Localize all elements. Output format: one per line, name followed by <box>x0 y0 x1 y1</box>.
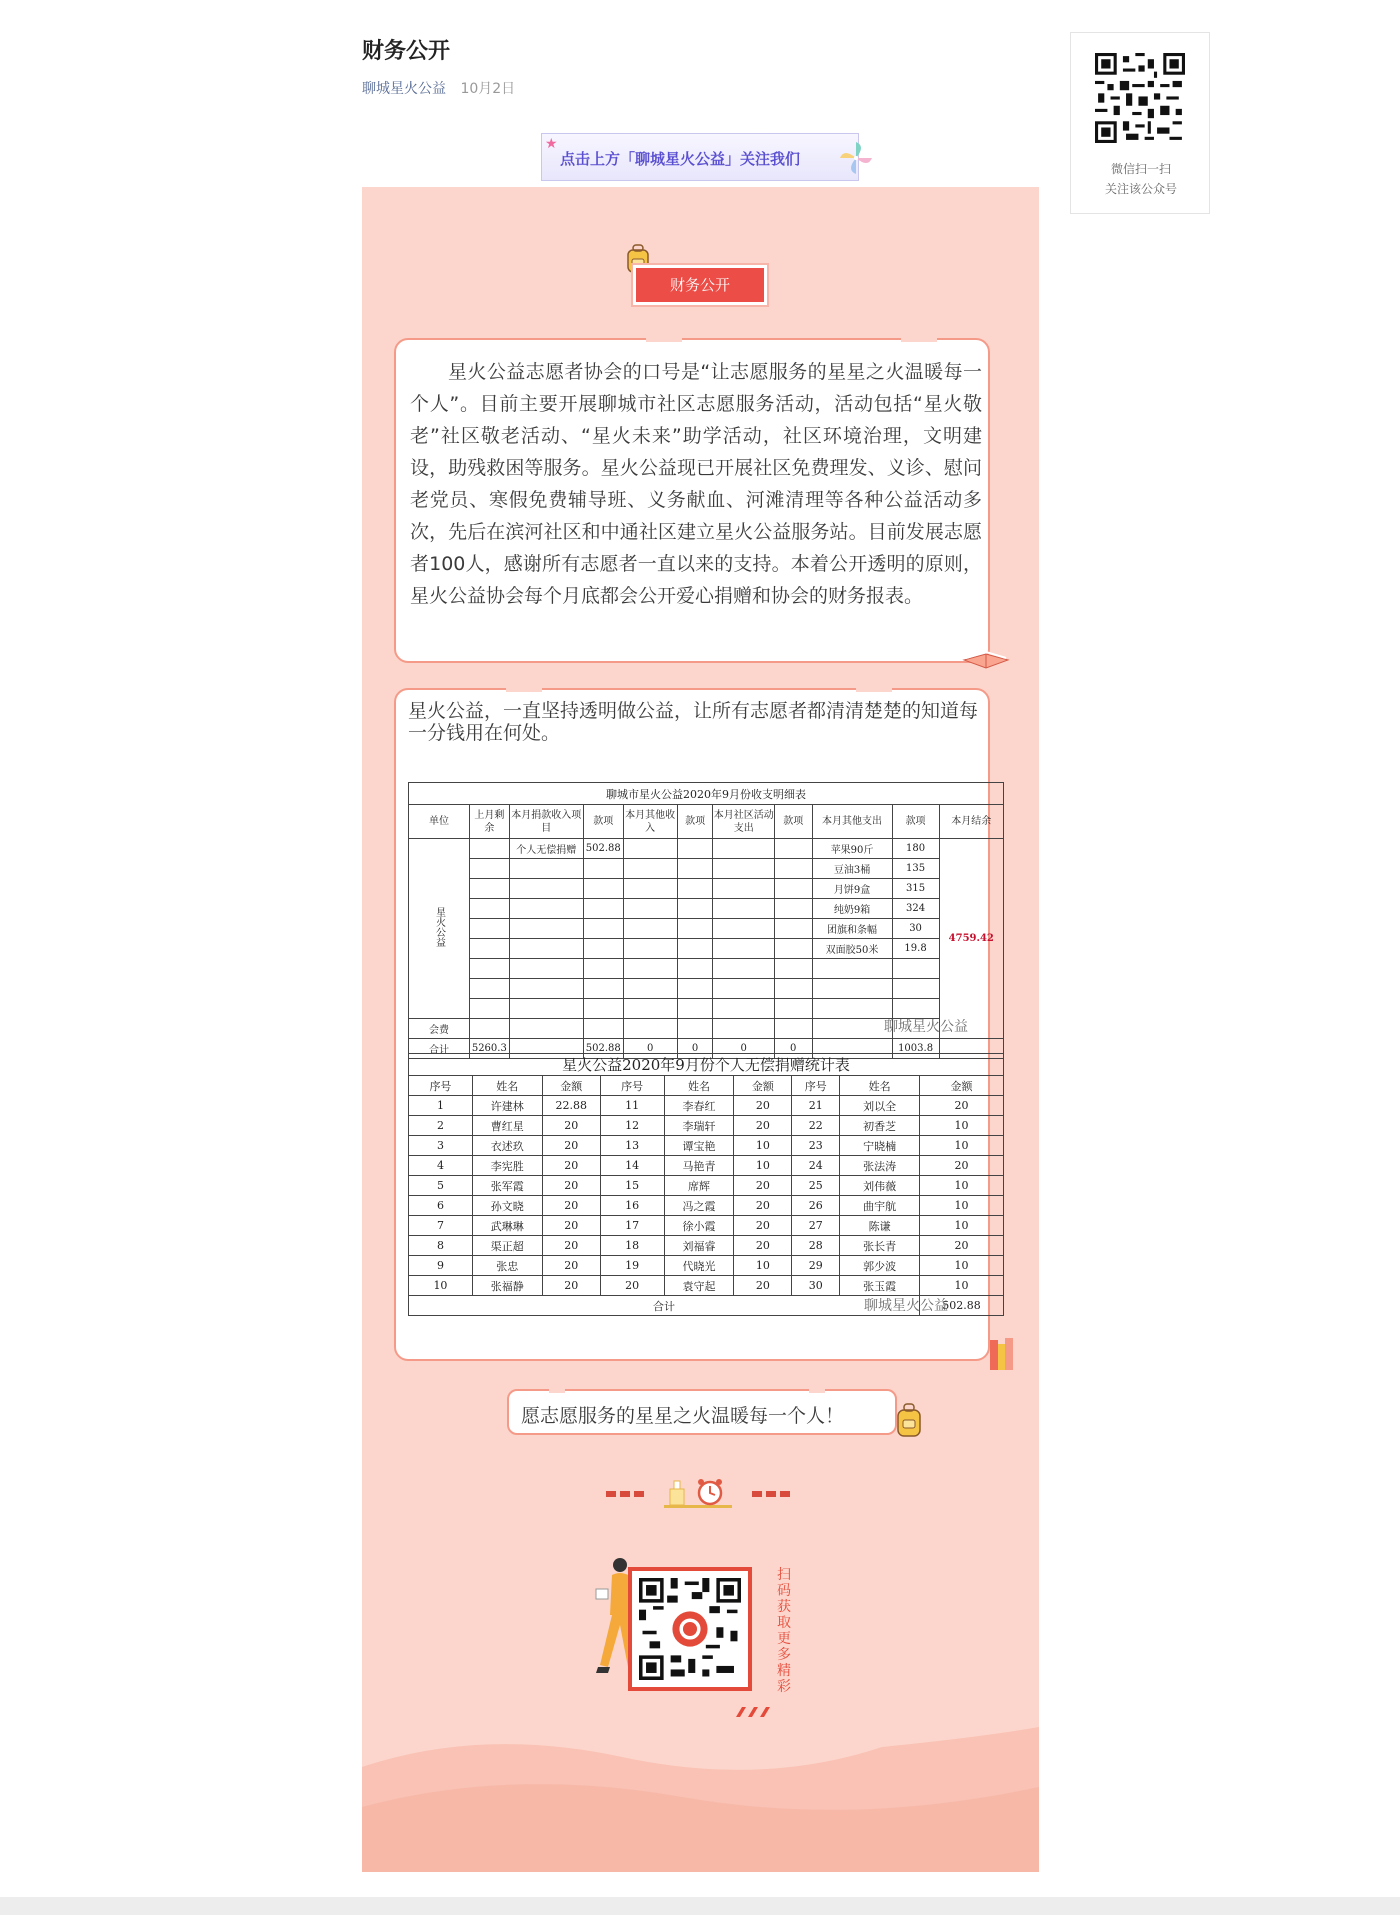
table-cell: 10 <box>920 1116 1004 1136</box>
table-cell: 郭少波 <box>840 1256 920 1276</box>
table-row <box>409 1216 1004 1236</box>
total-label: 合计 <box>409 1039 470 1059</box>
alarm-clock-icon <box>662 1475 742 1509</box>
total-cell: 1003.8 <box>892 1039 939 1059</box>
table-cell: 张忠 <box>472 1256 542 1276</box>
table-cell: 1 <box>409 1096 473 1116</box>
table-cell: 20 <box>542 1256 600 1276</box>
total-label: 合计 <box>409 1296 920 1316</box>
table-cell: 5 <box>409 1176 473 1196</box>
table-header-cell: 本月结余 <box>939 805 1003 839</box>
table-row <box>409 879 1004 899</box>
expense-item: 月饼9盒 <box>812 879 892 899</box>
table-cell: 20 <box>542 1216 600 1236</box>
expense-item: 团旗和条幅 <box>812 919 892 939</box>
table-cell: 23 <box>792 1136 840 1156</box>
table-row <box>409 1136 1004 1156</box>
expense-item: 苹果90斤 <box>812 839 892 859</box>
table-cell: 10 <box>920 1176 1004 1196</box>
table-cell: 10 <box>734 1256 792 1276</box>
table-cell: 张军霞 <box>472 1176 542 1196</box>
table-header-cell: 款项 <box>892 805 939 839</box>
table-header-cell: 单位 <box>409 805 470 839</box>
table-header-cell: 款项 <box>774 805 812 839</box>
qr-caption-line2: 关注该公众号 <box>1104 182 1177 196</box>
table-header-cell: 金额 <box>920 1076 1004 1096</box>
table-cell: 许建林 <box>472 1096 542 1116</box>
table-cell: 10 <box>734 1136 792 1156</box>
intro-paragraph: 星火公益志愿者协会的口号是“让志愿服务的星星之火温暖每一个人”。目前主要开展聊城市社区志愿服务活动，活动包括“星火敬老”社区敬老活动、“星火未来”助学活动，社区环境治理，文明建设，助残救困等服务。星火公益现已开展社区免费理发、义诊、慰问老党员、寒假免费辅导班、义务献血、河滩清理等各种公益活动多次，先后在滨河社区和中通社区建立星火公益服务站。目前发展志愿者100人，感谢所有志愿者一直以来的支持。本着公开透明的原则，星火公益协会每个月底都会公开爱心捐赠和协会的财务报表。 <box>410 361 982 607</box>
table-cell: 初香芝 <box>840 1116 920 1136</box>
table-cell: 10 <box>920 1136 1004 1156</box>
table-row <box>409 899 1004 919</box>
expense-amount: 19.8 <box>892 939 939 959</box>
table-cell: 20 <box>920 1236 1004 1256</box>
expense-amount: 135 <box>892 859 939 879</box>
table-cell: 15 <box>600 1176 664 1196</box>
total-cell: 502.88 <box>583 1039 623 1059</box>
slogan-box <box>507 1389 897 1435</box>
table-header-cell: 姓名 <box>664 1076 734 1096</box>
table-cell: 渠正超 <box>472 1236 542 1256</box>
table-cell: 曹红星 <box>472 1116 542 1136</box>
total-cell: 0 <box>623 1039 677 1059</box>
table-cell: 谭宝艳 <box>664 1136 734 1156</box>
total-cell: 0 <box>713 1039 774 1059</box>
intro-card <box>394 338 990 663</box>
balance-cell: 4759.42 <box>939 839 1003 1039</box>
table-header-cell: 本月捐款收入项目 <box>509 805 583 839</box>
expense-item: 豆油3桶 <box>812 859 892 879</box>
total-cell: 5260.3 <box>470 1039 510 1059</box>
donation-table-header <box>409 1076 1004 1096</box>
table-cell: 10 <box>920 1196 1004 1216</box>
table-cell: 刘伟薇 <box>840 1176 920 1196</box>
table-header-cell: 姓名 <box>840 1076 920 1096</box>
table-cell: 20 <box>920 1156 1004 1176</box>
table-cell: 20 <box>734 1116 792 1136</box>
section-badge <box>633 265 767 305</box>
table-cell: 冯之霞 <box>664 1196 734 1216</box>
scan-for-more-text: 扫码获取更多精彩 <box>777 1567 791 1695</box>
table-cell: 马艳青 <box>664 1156 734 1176</box>
table-cell: 20 <box>734 1236 792 1256</box>
table-cell: 4 <box>409 1156 473 1176</box>
table-cell: 12 <box>600 1116 664 1136</box>
expense-amount: 180 <box>892 839 939 859</box>
table-cell: 衣述玖 <box>472 1136 542 1156</box>
transparency-text: 星火公益，一直坚持透明做公益，让所有志愿者都清清楚楚的知道每一分钱用在何处。 <box>408 700 979 744</box>
table-cell: 22 <box>792 1116 840 1136</box>
table-cell: 宁晓楠 <box>840 1136 920 1156</box>
table-cell: 16 <box>600 1196 664 1216</box>
table-row <box>409 959 1004 979</box>
table-header-cell: 序号 <box>600 1076 664 1096</box>
table-cell: 8 <box>409 1236 473 1256</box>
table-cell: 李宪胜 <box>472 1156 542 1176</box>
publish-date: 10月2日 <box>460 81 516 97</box>
table-row <box>409 919 1004 939</box>
table-row <box>409 1096 1004 1116</box>
author-link[interactable]: 聊城星火公益 <box>362 81 446 97</box>
footer-qr-frame <box>628 1567 752 1691</box>
finance-card <box>394 688 994 1361</box>
article-title: 财务公开 <box>362 39 451 64</box>
table-cell: 张玉霞 <box>840 1276 920 1296</box>
table-row <box>409 1156 1004 1176</box>
decorative-wave <box>362 1727 1039 1872</box>
table-row <box>409 839 1004 859</box>
table-cell: 徐小霞 <box>664 1216 734 1236</box>
table-cell: 20 <box>734 1276 792 1296</box>
table-cell: 20 <box>542 1116 600 1136</box>
table-cell: 10 <box>920 1276 1004 1296</box>
qr-caption-line1: 微信扫一扫 <box>1110 162 1171 176</box>
table-cell: 29 <box>792 1256 840 1276</box>
table-cell: 李瑞轩 <box>664 1116 734 1136</box>
table-header-cell: 款项 <box>677 805 713 839</box>
table-cell: 张长青 <box>840 1236 920 1256</box>
table-row <box>409 1176 1004 1196</box>
table-header-cell: 本月其他支出 <box>812 805 892 839</box>
table-header-cell: 序号 <box>792 1076 840 1096</box>
finance-table-header <box>409 805 1004 839</box>
table-cell: 席辉 <box>664 1176 734 1196</box>
total-cell: 0 <box>774 1039 812 1059</box>
table-header-cell: 上月剩余 <box>470 805 510 839</box>
table-cell: 20 <box>920 1096 1004 1116</box>
income-amount: 502.88 <box>583 839 623 859</box>
page-bottom-bar <box>0 1897 1400 1915</box>
table-cell: 李春红 <box>664 1096 734 1116</box>
table-cell: 10 <box>920 1256 1004 1276</box>
expense-item: 双面胶50米 <box>812 939 892 959</box>
follow-banner-text: 点击上方「聊城星火公益」关注我们 <box>560 150 801 168</box>
table-cell: 18 <box>600 1236 664 1256</box>
account-qr-code <box>1095 53 1185 143</box>
section-badge-label: 财务公开 <box>669 276 730 294</box>
table-header-cell: 本月其他收入 <box>623 805 677 839</box>
table-cell: 30 <box>792 1276 840 1296</box>
table-cell: 14 <box>600 1156 664 1176</box>
table-cell: 19 <box>600 1256 664 1276</box>
table-cell: 2 <box>409 1116 473 1136</box>
table-cell: 20 <box>542 1156 600 1176</box>
total-cell: 0 <box>677 1039 713 1059</box>
table-cell: 代晓光 <box>664 1256 734 1276</box>
table-row <box>409 979 1004 999</box>
table-row <box>409 1276 1004 1296</box>
pinwheel-icon <box>838 140 874 176</box>
table-cell: 6 <box>409 1196 473 1216</box>
table-header-cell: 款项 <box>583 805 623 839</box>
table-cell: 20 <box>734 1176 792 1196</box>
expense-amount: 324 <box>892 899 939 919</box>
table-row <box>409 1236 1004 1256</box>
table-row <box>409 939 1004 959</box>
table-cell: 9 <box>409 1256 473 1276</box>
table-cell: 20 <box>542 1176 600 1196</box>
table-cell: 24 <box>792 1156 840 1176</box>
table-row <box>409 859 1004 879</box>
table-row <box>409 1196 1004 1216</box>
finance-table-caption: 聊城市星火公益2020年9月份收支明细表 <box>409 783 1004 805</box>
total-amount: 502.88 <box>920 1296 1004 1316</box>
donation-table <box>408 1053 1004 1316</box>
table-cell: 13 <box>600 1136 664 1156</box>
table-cell: 20 <box>734 1216 792 1236</box>
decorative-stripes <box>732 1707 772 1717</box>
table-cell: 20 <box>542 1276 600 1296</box>
fee-label: 会费 <box>409 1019 470 1039</box>
table-cell: 25 <box>792 1176 840 1196</box>
table-cell: 17 <box>600 1216 664 1236</box>
books-icon <box>986 1336 1016 1372</box>
table-cell: 张法涛 <box>840 1156 920 1176</box>
table-cell: 22.88 <box>542 1096 600 1116</box>
table-cell: 20 <box>542 1196 600 1216</box>
article-body <box>362 187 1039 1872</box>
table-cell: 刘福睿 <box>664 1236 734 1256</box>
table-cell: 武琳琳 <box>472 1216 542 1236</box>
table-cell: 陈谦 <box>840 1216 920 1236</box>
table-cell: 10 <box>409 1276 473 1296</box>
follow-qr-card <box>1070 32 1210 214</box>
table-cell: 曲宇航 <box>840 1196 920 1216</box>
table-cell: 26 <box>792 1196 840 1216</box>
donation-table-caption: 星火公益2020年9月份个人无偿捐赠统计表 <box>409 1054 1004 1076</box>
table-cell: 20 <box>734 1096 792 1116</box>
expense-item: 纯奶9箱 <box>812 899 892 919</box>
table-row <box>409 1256 1004 1276</box>
table-cell: 27 <box>792 1216 840 1236</box>
follow-banner[interactable] <box>541 133 859 181</box>
unit-cell: 星火公益 <box>409 839 470 1019</box>
slogan-text: 愿志愿服务的星星之火温暖每一个人！ <box>521 1405 845 1427</box>
expense-amount: 30 <box>892 919 939 939</box>
expense-amount: 315 <box>892 879 939 899</box>
table-cell: 21 <box>792 1096 840 1116</box>
footer-qr-code <box>639 1578 741 1680</box>
table-cell: 11 <box>600 1096 664 1116</box>
table-cell: 10 <box>920 1216 1004 1236</box>
table-header-cell: 金额 <box>542 1076 600 1096</box>
table-cell: 20 <box>734 1196 792 1216</box>
table-cell: 袁守起 <box>664 1276 734 1296</box>
table-cell: 3 <box>409 1136 473 1156</box>
table-cell: 孙文晓 <box>472 1196 542 1216</box>
table-header-cell: 金额 <box>734 1076 792 1096</box>
table-cell: 10 <box>734 1156 792 1176</box>
table-header-cell: 姓名 <box>472 1076 542 1096</box>
table-header-cell: 序号 <box>409 1076 473 1096</box>
table-cell: 张福静 <box>472 1276 542 1296</box>
article-meta <box>362 78 515 98</box>
table-cell: 20 <box>600 1276 664 1296</box>
table-watermark: 聊城星火公益 <box>864 1298 948 1314</box>
book-icon <box>962 642 1010 672</box>
table-cell: 7 <box>409 1216 473 1236</box>
table-watermark: 聊城星火公益 <box>884 1019 968 1035</box>
table-cell: 刘以全 <box>840 1096 920 1116</box>
table-row <box>409 1116 1004 1136</box>
table-header-cell: 本月社区活动支出 <box>713 805 774 839</box>
table-cell: 28 <box>792 1236 840 1256</box>
table-cell: 20 <box>542 1236 600 1256</box>
income-item: 个人无偿捐赠 <box>509 839 583 859</box>
backpack-icon <box>894 1402 924 1438</box>
table-cell: 20 <box>542 1136 600 1156</box>
star-icon: ★ <box>545 136 558 152</box>
